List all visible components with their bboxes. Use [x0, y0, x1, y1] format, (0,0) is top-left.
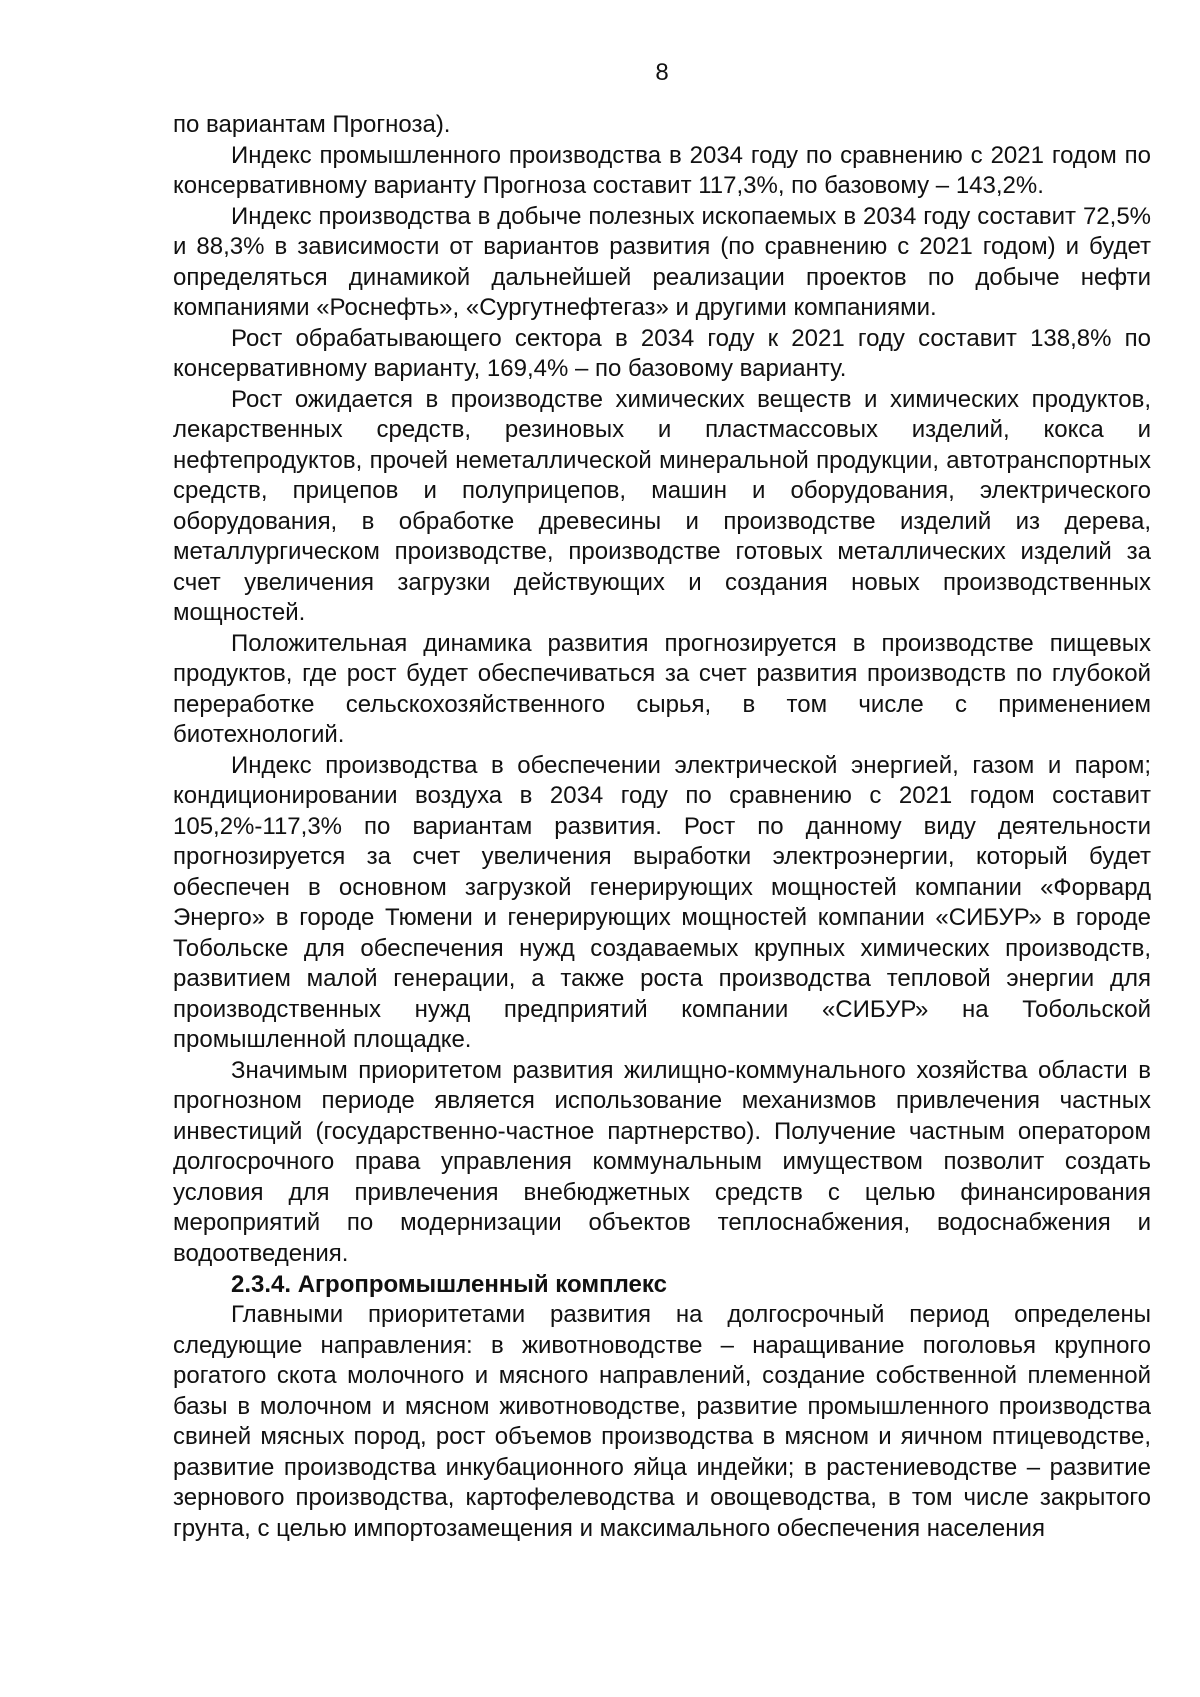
paragraph-mining-index: Индекс производства в добыче полезных ископаемых в 2034 году составит 72,5% и 88,3% в зависимости от вариантов развития (по сравнению с 2021 годом) и будет определяться динамикой дальнейшей реализации проектов по добыче нефти компаниями «Роснефть», «Сургутнефтегаз» и другими компаниями. [173, 202, 1151, 321]
paragraph-continuation: по вариантам Прогноза). [173, 111, 451, 138]
paragraph-food-production: Положительная динамика развития прогнозируется в производстве пищевых продуктов, где рост будет обеспечиваться за счет развития производств по глубокой переработке сельскохозяйственного сырья, в том числе с применением биотехнологий. [173, 629, 1151, 748]
section-heading-agro: 2.3.4. Агропромышленный комплекс [231, 1271, 667, 1298]
document-page [173, 58, 1151, 1544]
paragraph-manufacturing-growth: Рост обрабатывающего сектора в 2034 году к 2021 году составит 138,8% по консервативному варианту, 169,4% – по базовому варианту. [173, 324, 1151, 382]
paragraph-energy-index: Индекс производства в обеспечении электрической энергией, газом и паром; кондиционировании воздуха в 2034 году по сравнению с 2021 годом составит 105,2%-117,3% по вариантам развития. Рост по данному виду деятельности прогнозируется за счет увеличения выработки электроэнергии, который будет обеспечен в основном загрузкой генерирующих мощностей компании «Форвард Энерго» в городе Тюмени и генерирующих мощностей компании «СИБУР» в городе Тобольске для обеспечения нужд создаваемых крупных химических производств, развитием малой генерации, а также роста производства тепловой энергии для производственных нужд предприятий компании «СИБУР» на Тобольской промышленной площадке. [173, 751, 1151, 1053]
paragraph-housing-utilities: Значимым приоритетом развития жилищно-коммунального хозяйства области в прогнозном периоде является использование механизмов привлечения частных инвестиций (государственно-частное партнерство). Получение частным оператором долгосрочного права управления коммунальным имуществом позволит создать условия для привлечения внебюджетных средств с целью финансирования мероприятий по модернизации объектов теплоснабжения, водоснабжения и водоотведения. [173, 1056, 1151, 1267]
paragraph-agro-priorities: Главными приоритетами развития на долгосрочный период определены следующие направления: в животноводстве – наращивание поголовья крупного рогатого скота молочного и мясного направлений, создание собственной племенной базы в молочном и мясном животноводстве, развитие промышленного производства свиней мясных пород, рост объемов производства в мясном и яичном птицеводстве, развитие производства инкубационного яйца индейки; в растениеводстве – развитие зернового производства, картофелеводства и овощеводства, в том числе закрытого грунта, с целью импортозамещения и максимального обеспечения населения [173, 1301, 1151, 1542]
page-number: 8 [655, 59, 669, 86]
paragraph-industrial-index: Индекс промышленного производства в 2034 году по сравнению с 2021 годом по консервативному варианту Прогноза составит 117,3%, по базовому – 143,2%. [173, 141, 1151, 199]
paragraph-growth-sectors: Рост ожидается в производстве химических веществ и химических продуктов, лекарственных средств, резиновых и пластмассовых изделий, кокса и нефтепродуктов, прочей неметаллической минеральной продукции, автотранспортных средств, прицепов и полуприцепов, машин и оборудования, электрического оборудования, в обработке древесины и производстве изделий из дерева, металлургическом производстве, производстве готовых металлических изделий за счет увеличения загрузки действующих и создания новых производственных мощностей. [173, 385, 1151, 626]
